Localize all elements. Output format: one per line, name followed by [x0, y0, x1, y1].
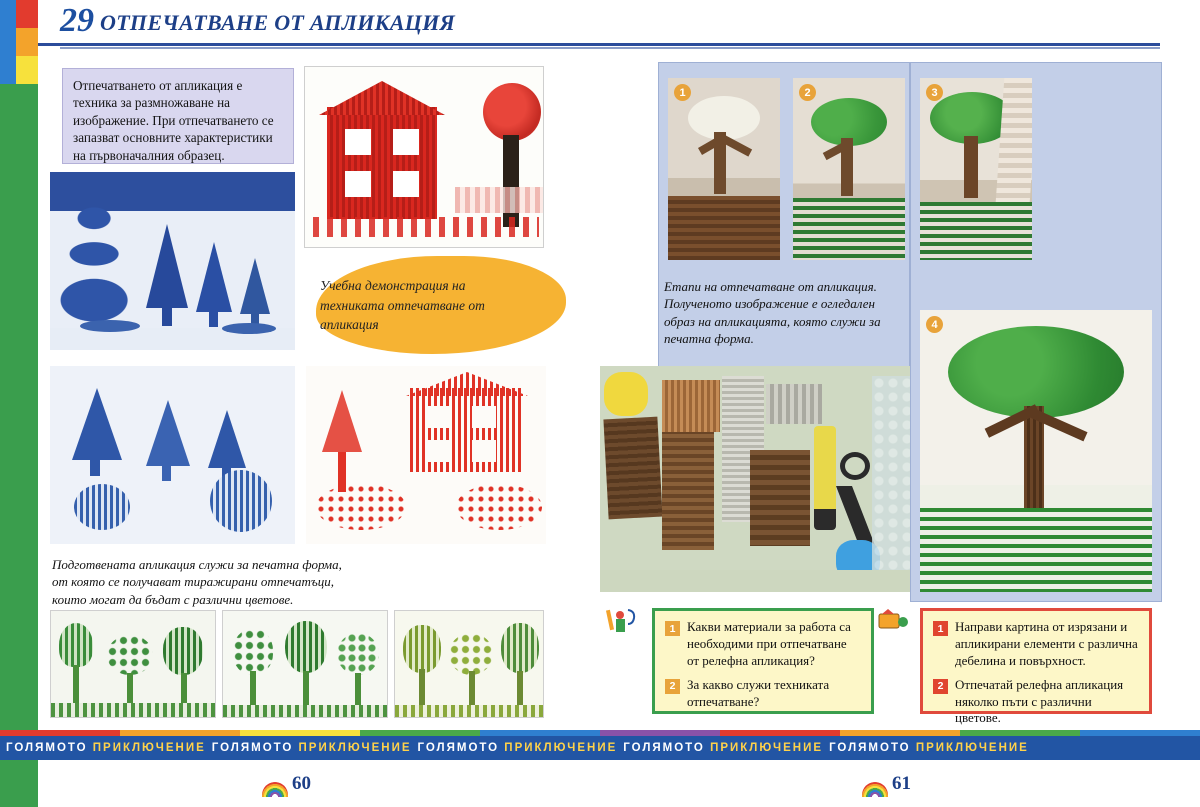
question-item — [665, 619, 861, 670]
task-number: 2 — [933, 679, 948, 694]
artwork-blue-print-variant — [50, 366, 295, 544]
footer-band — [0, 736, 1200, 760]
step-badge-1: 1 — [674, 84, 691, 101]
task-text: Отпечатай релефна апликация няколко пъти с различни цветове. — [955, 676, 1124, 726]
footer-text-white: ГОЛЯМОТО — [417, 742, 505, 754]
footer-text-yellow: ПРИКЛЮЧЕНИЕ — [92, 742, 206, 754]
step-photo-1 — [668, 78, 780, 260]
task-icon — [876, 606, 910, 636]
task-item — [933, 619, 1139, 670]
color-bar-green — [0, 84, 38, 807]
question-item — [665, 677, 861, 711]
page-edge-color-bar — [0, 0, 38, 807]
footer-segment — [206, 742, 412, 754]
header-divider-secondary — [60, 47, 1160, 49]
footer-text-white: ГОЛЯМОТО — [829, 742, 916, 754]
footer-text-white: ГОЛЯМОТО — [623, 742, 711, 754]
task-number: 1 — [933, 621, 948, 636]
artwork-green-print-3 — [394, 610, 544, 718]
step-badge-3: 3 — [926, 84, 943, 101]
footer-text-yellow: ПРИКЛЮЧЕНИЕ — [298, 742, 412, 754]
task-text: Направи картина от изрязани и апликирани елементи с различна дебелина и повърхност. — [955, 619, 1138, 668]
step-photo-4 — [920, 310, 1152, 592]
artwork-red-house-collage — [304, 66, 544, 248]
artwork-red-print — [306, 366, 546, 544]
footer-segment — [412, 742, 618, 754]
page-number-right: 61 — [892, 773, 911, 794]
footer-segment — [0, 742, 206, 754]
tasks-box — [920, 608, 1152, 726]
footer-text-yellow: ПРИКЛЮЧЕНИЕ — [710, 742, 824, 754]
question-number: 2 — [665, 679, 680, 694]
artwork-blue-print-snowman — [50, 172, 295, 350]
questions-box — [652, 608, 874, 714]
footer-text-yellow: ПРИКЛЮЧЕНИЕ — [915, 742, 1029, 754]
step-photo-3 — [920, 78, 1032, 260]
question-number: 1 — [665, 621, 680, 636]
header-divider — [38, 43, 1160, 46]
step-badge-4: 4 — [926, 316, 943, 333]
bottom-left-caption: Подготвената апликация служи за печатна форма, от която се получават тиражирани отпечатъци, които могат да бъдат с различни цветове. — [52, 557, 342, 607]
footer-text-yellow: ПРИКЛЮЧЕНИЕ — [504, 742, 618, 754]
question-text: За какво служи техниката отпечатване? — [687, 676, 830, 709]
artwork-green-print-2 — [222, 610, 388, 718]
page-title: ОТПЕЧАТВАНЕ ОТ АПЛИКАЦИЯ — [100, 10, 456, 35]
steps-caption: Етапи на отпечатване от апликация. Полученото изображение е огледален образ на апликацията, която служи за печатна форма. — [664, 279, 881, 347]
question-text: Какви материали за работа са необходими при отпечатване от релефна апликация? — [687, 619, 851, 668]
step-photo-2 — [793, 78, 905, 260]
demo-caption: Учебна демонстрация на техниката отпечатване от апликация — [320, 278, 485, 333]
footer-segment — [823, 742, 1029, 754]
task-item — [933, 677, 1139, 728]
color-bar-blue — [0, 0, 16, 84]
question-icon — [606, 606, 640, 636]
rainbow-icon-left — [262, 782, 288, 797]
chapter-number: 29 — [60, 2, 94, 39]
step-badge-2: 2 — [799, 84, 816, 101]
footer-segment — [617, 742, 823, 754]
rainbow-icon-right — [862, 782, 888, 797]
intro-text: Отпечатването от апликация е техника за размножаване на изображение. При отпечатването се запазват основните характеристики на първоначалния образец. — [73, 78, 274, 163]
footer-text-white: ГОЛЯМОТО — [6, 742, 93, 754]
page-number-left: 60 — [292, 773, 311, 794]
materials-photo — [600, 366, 910, 592]
artwork-green-print-1 — [50, 610, 216, 718]
intro-callout — [62, 68, 294, 164]
footer-text-white: ГОЛЯМОТО — [211, 742, 299, 754]
